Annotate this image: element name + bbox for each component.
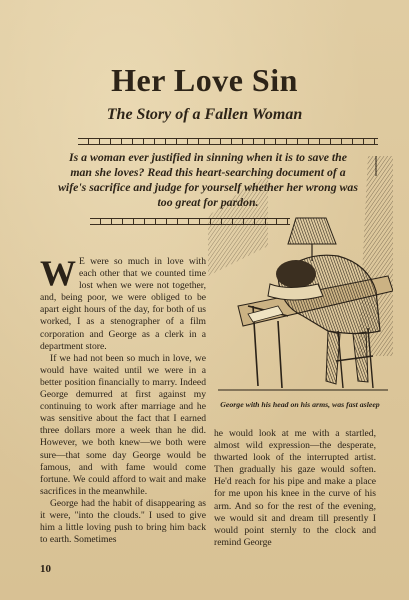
first-paragraph [40,253,206,353]
right-column-text: he would look at me with a startled, almost wild expression—the desperate, thwarted look of the interrupted artist. Then gradually his gaze would soften. He'd reach for his pipe and make a place for me upon his knee in the curve of his arm. And so for the rest of the evening, we would sit and dream till presently I would point sternly to the clock and remind George [214,428,376,548]
article-title: Her Love Sin [111,62,298,98]
third-paragraph: George had the habit of disappearing as it were, "into the clouds." I used to give him a little loving push to bring him back to earth. Sometimes [40,497,206,546]
illustration-caption: George with his head on his arms, was fast asleep [220,400,380,409]
drop-cap: W [40,253,76,293]
decorative-rule-top [78,138,378,145]
article-subtitle: The Story of a Fallen Woman [106,106,303,123]
article-column-right [214,428,376,549]
first-paragraph-text: E were so much in love with each other that we counted time lost when we were not together, and, being poor, we were obliged to be apart eight hours of the day, for both of us worked, I as a stenographer of a film corporation and George as a clerk in a department store. [40,256,206,352]
article-deck: Is a woman ever justified in sinning when it is to save the man she loves? Read this heart-searching document of a wife's sacrifice and judge for yourself whether her wrong was too great for pardon. [58,150,358,209]
page-number: 10 [40,563,51,575]
second-paragraph: If we had not been so much in love, we would have waited until we were in a better position financially to marry. Indeed George demurred at first against my continuing to work after marriage and he was sensitive about the fact that I earned three dollars more a week than he did. However, we both knew—we both were sure—that some day George would be famous, and with fame would come fortune. We could afford to wait and make sacrifices in the meanwhile. [40,352,206,497]
article-column-left [40,253,206,546]
illustration-sleeping-man [208,156,393,396]
